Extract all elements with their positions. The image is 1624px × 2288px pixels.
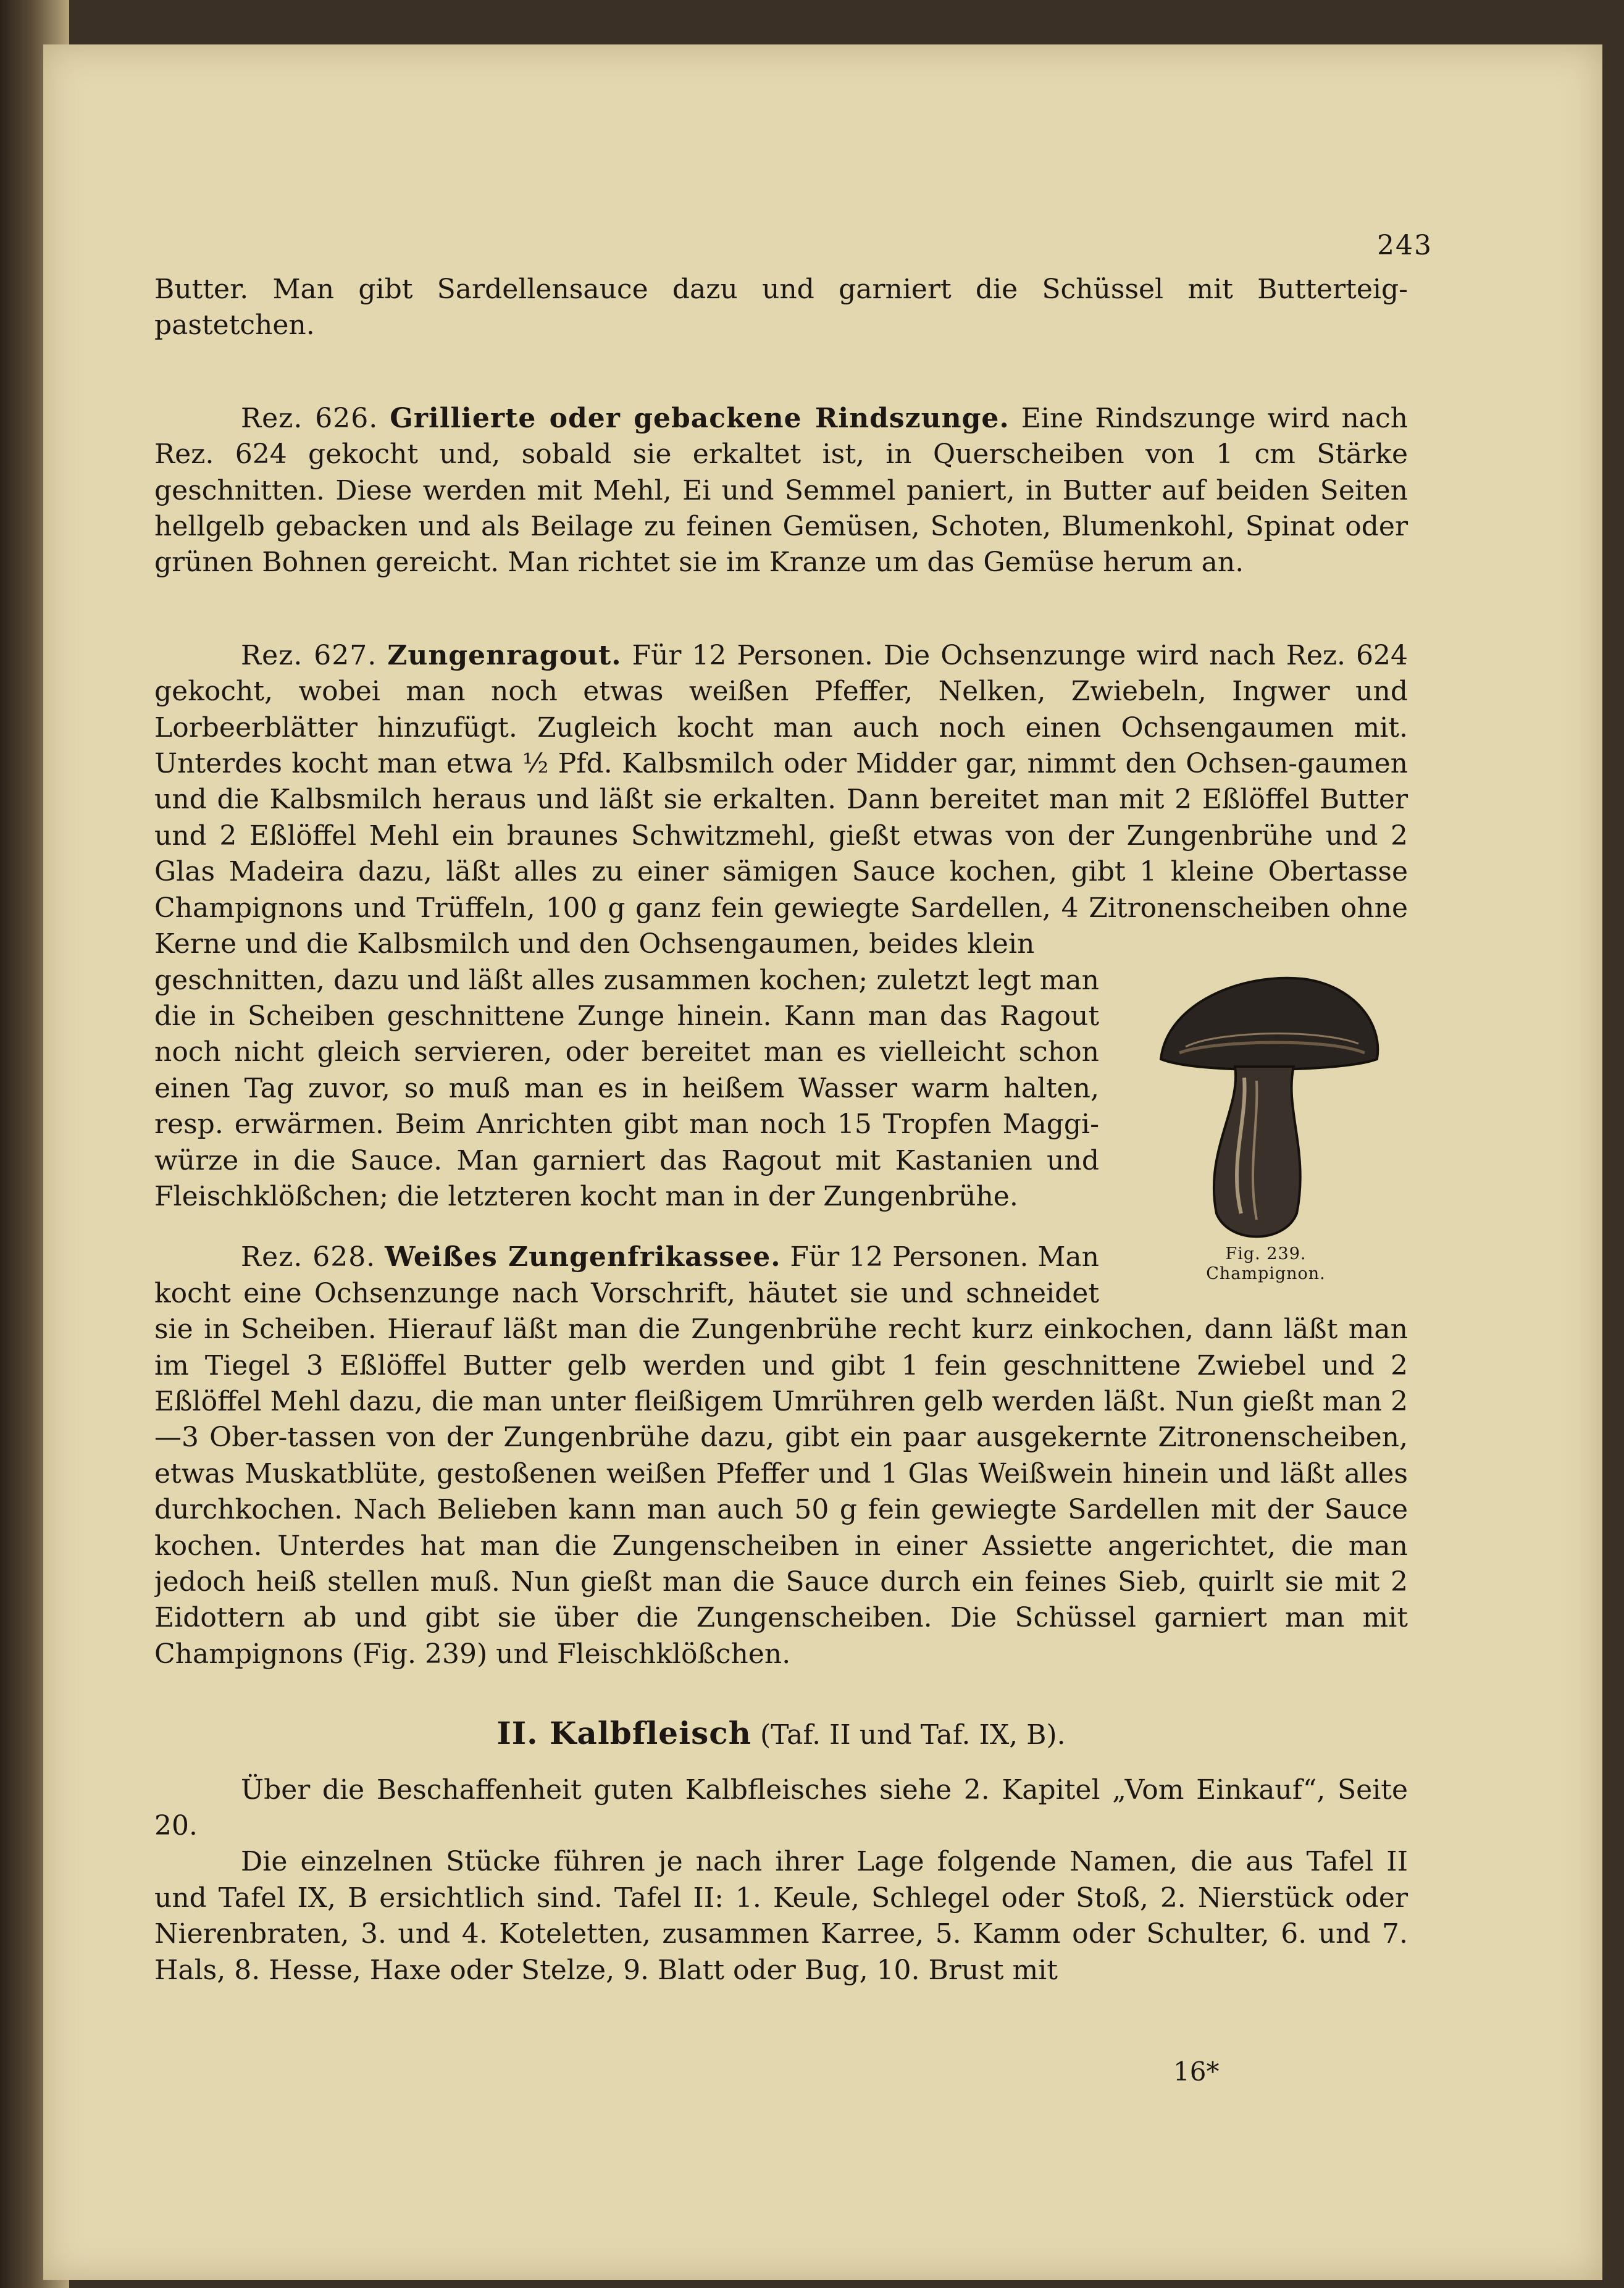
recipe-number: Rez. 626. <box>241 402 379 434</box>
recipe-title: Grillierte oder gebackene Rindszunge. <box>390 402 1010 434</box>
recipe-body: Für 12 Personen. Man kocht eine Ochsenzunge nach Vorschrift, häutet sie und schneidet sie in Scheiben. Hierauf läßt man die Zungenbrühe recht kurz einkochen, dann läßt man im Tiegel 3 Eßlöffel Butter gelb werden und gibt 1 fein geschnittene Zwiebel und 2 Eßlöffel Mehl dazu, die man unter fleißigem Umrühren gelb werden läßt. Nun gießt man 2—3 Ober-tassen von der Zungenbrühe dazu, gibt ein paar ausgekernte Zitronenscheiben, etwas Muskatblüte, gestoßenen weißen Pfeffer und 1 Glas Weißwein hinein und läßt alles durchkochen. Nach Belieben kann man auch 50 g fein gewiegte Sardellen mit der Sauce kochen. Unterdes hat man die Zungenscheiben in einer Assiette angerichtet, die man jedoch heiß stellen muß. Nun gießt man die Sauce durch ein feines Sieb, quirlt sie mit 2 Eidottern ab und gibt sie über die Zungenscheiben. Die Schüssel garniert man mit Champignons (Fig. 239) und Fleischklößchen. <box>154 1241 1408 1670</box>
figure-champignon <box>1124 966 1408 1300</box>
section-ref: (Taf. II und Taf. IX, B). <box>760 1719 1066 1751</box>
section-paragraph: Über die Beschaffenheit guten Kalbfleisches siehe 2. Kapitel „Vom Einkauf“, Seite 20. <box>154 1774 1408 1842</box>
recipe-627-part-b: geschnitten, dazu und läßt alles zusammen kochen; zuletzt legt man die in Scheiben geschnittene Zunge hinein. Kann man das Ragout noch nicht gleich servieren, oder bereitet man es vielleicht schon einen Tag zuvor, so muß man es in heißem Wasser warm halten, resp. erwärmen. Beim Anrichten gibt man noch 15 Tropfen Maggi-würze in die Sauce. Man garniert das Ragout mit Kastanien und Fleischklößchen; die letzteren kocht man in der Zungenbrühe. <box>154 964 1099 1212</box>
recipe-number: Rez. 628. <box>241 1241 376 1273</box>
recipe-body: Für 12 Personen. Die Ochsenzunge wird nach Rez. 624 gekocht, wobei man noch etwas weißen Pfeffer, Nelken, Zwiebeln, Ingwer und Lorbeerblätter hinzufügt. Zugleich kocht man auch noch einen Ochsengaumen mit. Unterdes kocht man etwa ½ Pfd. Kalbsmilch oder Midder gar, nimmt den Ochsen-gaumen und die Kalbsmilch heraus und läßt sie erkalten. Dann bereitet man mit 2 Eßlöffel Butter und 2 Eßlöffel Mehl ein braunes Schwitzmehl, gießt etwas von der Zungenbrühe und 2 Glas Madeira dazu, läßt alles zu einer sämigen Sauce kochen, gibt 1 kleine Obertasse Champignons und Trüffeln, 100 g ganz fein gewiegte Sardellen, 4 Zitronenscheiben ohne Kerne und die Kalbsmilch und den Ochsengaumen, beides klein <box>154 639 1408 960</box>
recipe-626 <box>154 401 1408 581</box>
intro-paragraph: Butter. Man gibt Sardellensauce dazu und garniert die Schüssel mit Butterteig-pastetchen. <box>154 274 1408 342</box>
page-number: 243 <box>1377 230 1433 261</box>
section-paragraph: Die einzelnen Stücke führen je nach ihrer Lage folgende Namen, die aus Tafel II und Tafel IX, B ersichtlich sind. Tafel II: 1. Keule, Schlegel oder Stoß, 2. Nierstück oder Nierenbraten, 3. und 4. Koteletten, zusammen Karree, 5. Kamm oder Schulter, 6. und 7. Hals, 8. Hesse, Haxe oder Stelze, 9. Blatt oder Bug, 10. Brust mit <box>154 1846 1408 1986</box>
figure-wrap-area <box>154 963 1408 1673</box>
recipe-title: Weißes Zungenfrikassee. <box>385 1241 781 1273</box>
spacer <box>154 581 1408 638</box>
recipe-number: Rez. 627. <box>241 639 377 671</box>
recipe-627-part-a <box>154 638 1408 963</box>
mushroom-illustration <box>1142 966 1389 1244</box>
signature-mark: 16* <box>1173 2056 1220 2087</box>
figure-caption: Champignon. <box>1206 1263 1326 1283</box>
spacer <box>154 344 1408 401</box>
section-heading <box>154 1716 1408 1753</box>
section-title: II. Kalbfleisch <box>496 1715 752 1752</box>
recipe-title: Zungenragout. <box>387 639 622 671</box>
page-body <box>154 272 1408 1988</box>
figure-label: Fig. 239. <box>1225 1244 1307 1263</box>
recipe-628 <box>154 1239 1408 1672</box>
recipe-body: Eine Rindszunge wird nach Rez. 624 gekocht und, sobald sie erkaltet ist, in Querscheiben von 1 cm Stärke geschnitten. Diese werden mit Mehl, Ei und Semmel paniert, in Butter auf beiden Seiten hellgelb gebacken und als Beilage zu feinen Gemüsen, Schoten, Blumenkohl, Spinat oder grünen Bohnen gereicht. Man richtet sie im Kranze um das Gemüse herum an. <box>154 402 1408 579</box>
